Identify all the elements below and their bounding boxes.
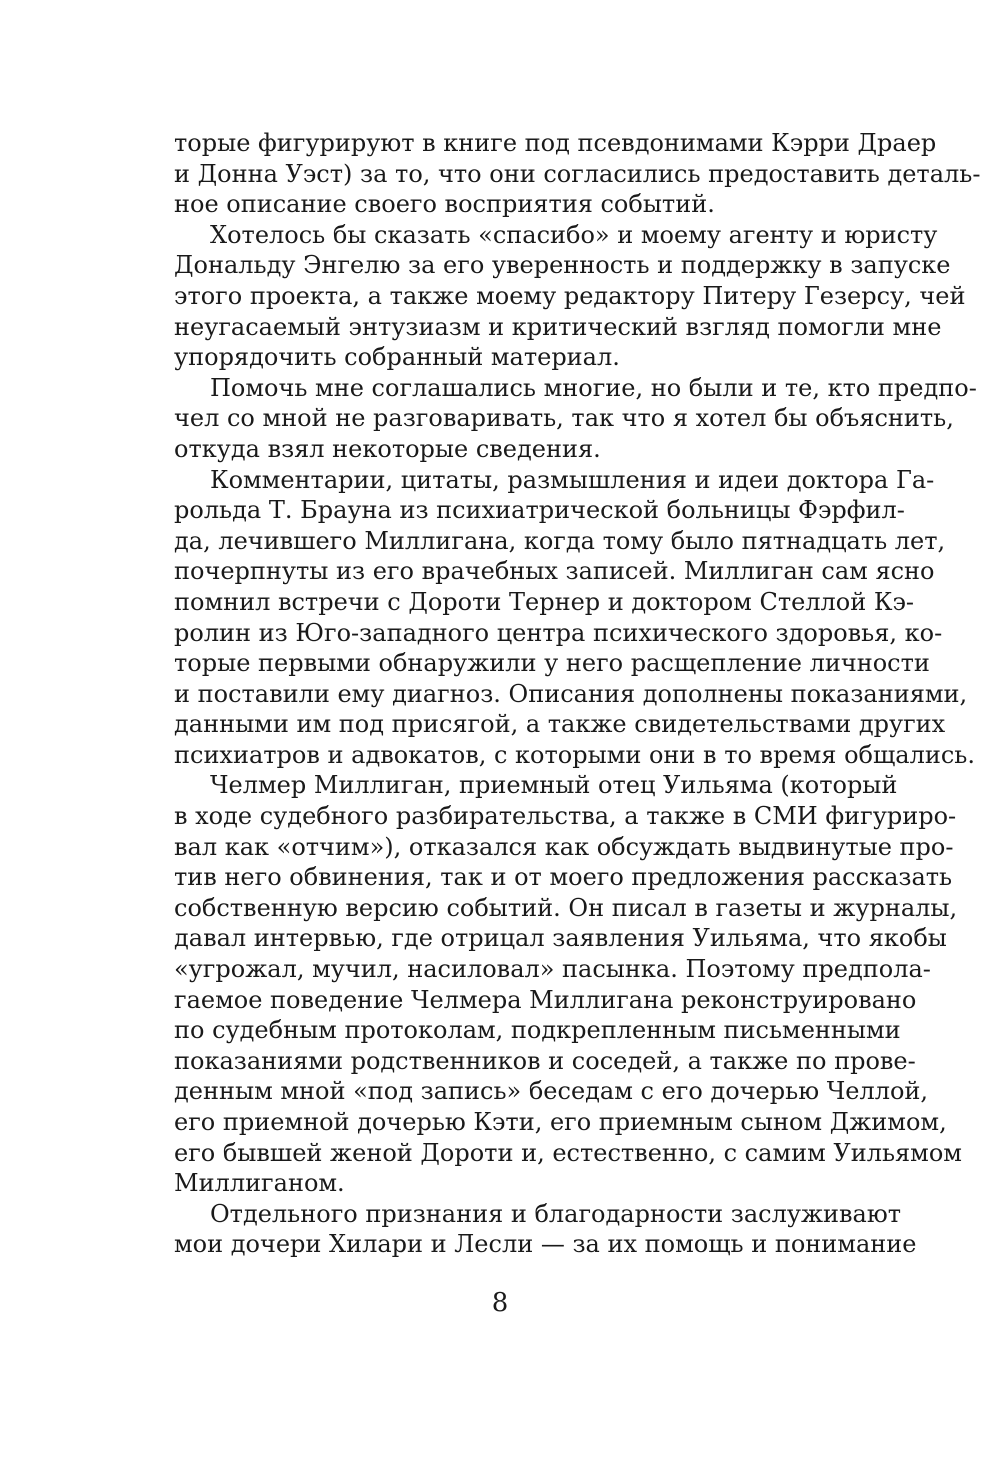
text-line: «угрожал, мучил, насиловал» пасынка. Поэтому предпола- <box>174 955 931 984</box>
paragraph <box>174 220 966 373</box>
text-line: торые первыми обнаружили у него расщепление личности <box>174 649 930 678</box>
text-line: его бывшей женой Дороти и, естественно, с самим Уильямом <box>174 1138 962 1167</box>
text-line: по судебным протоколам, подкрепленным письменными <box>174 1016 901 1045</box>
text-line: данными им под присягой, а также свидетельствами других <box>174 710 946 739</box>
paragraph <box>174 373 977 465</box>
text-line: Дональду Энгелю за его уверенность и поддержку в запуске <box>174 251 951 280</box>
body-text <box>174 128 981 1260</box>
text-line: денным мной «под запись» беседам с его дочерью Челлой, <box>174 1077 929 1106</box>
text-line: в ходе судебного разбирательства, а также в СМИ фигуриро- <box>174 802 957 831</box>
text-line: гаемое поведение Челмера Миллигана реконструировано <box>174 985 917 1014</box>
text-line: ное описание своего восприятия событий. <box>174 190 715 219</box>
text-line: помнил встречи с Дороти Тернер и доктором Стеллой Кэ- <box>174 587 915 616</box>
paragraph <box>174 1199 917 1260</box>
text-line: ролин из Юго-западного центра психического здоровья, ко- <box>174 618 943 647</box>
paragraph <box>174 128 981 220</box>
text-line: откуда взял некоторые сведения. <box>174 434 601 463</box>
text-line: Отдельного признания и благодарности заслуживают <box>210 1199 902 1228</box>
text-line: торые фигурируют в книге под псевдонимами Кэрри Драер <box>174 129 937 157</box>
text-line: упорядочить собранный материал. <box>174 343 620 372</box>
text-line: неугасаемый энтузиазм и критический взгляд помогли мне <box>174 312 942 341</box>
text-line: мои дочери Хилари и Лесли — за их помощь и понимание <box>174 1230 917 1259</box>
text-line: этого проекта, а также моему редактору Питеру Гезерсу, чей <box>174 281 966 310</box>
text-line: и Донна Уэст) за то, что они согласились предоставить деталь- <box>174 159 981 188</box>
text-line: собственную версию событий. Он писал в газеты и журналы, <box>174 893 958 922</box>
text-line: Миллиганом. <box>174 1169 345 1198</box>
text-line: тив него обвинения, так и от моего предложения рассказать <box>174 863 953 892</box>
text-line: давал интервью, где отрицал заявления Уильяма, что якобы <box>174 924 947 953</box>
text-line: рольда Т. Брауна из психиатрической больницы Фэрфил- <box>174 496 905 525</box>
text-line: почерпнуты из его врачебных записей. Миллиган сам ясно <box>174 557 935 586</box>
text-line: Челмер Миллиган, приемный отец Уильяма (который <box>210 771 898 800</box>
text-line: вал как «отчим»), отказался как обсуждать выдвинутые про- <box>174 832 954 861</box>
text-line: Помочь мне соглашались многие, но были и те, кто предпо- <box>210 373 977 402</box>
paragraph <box>174 770 962 1198</box>
text-line: Комментарии, цитаты, размышления и идеи доктора Га- <box>210 465 935 494</box>
text-line: да, лечившего Миллигана, когда тому было пятнадцать лет, <box>174 526 946 555</box>
text-line: и поставили ему диагноз. Описания дополнены показаниями, <box>174 679 968 708</box>
text-line: психиатров и адвокатов, с которыми они в то время общались. <box>174 740 975 769</box>
text-line: чел со мной не разговаривать, так что я хотел бы объяснить, <box>174 404 954 433</box>
page-number: 8 <box>491 1288 509 1318</box>
text-line: Хотелось бы сказать «спасибо» и моему агенту и юристу <box>210 220 938 249</box>
paragraph <box>174 465 975 771</box>
text-line: показаниями родственников и соседей, а также по прове- <box>174 1046 916 1075</box>
text-line: его приемной дочерью Кэти, его приемным сыном Джимом, <box>174 1108 947 1136</box>
